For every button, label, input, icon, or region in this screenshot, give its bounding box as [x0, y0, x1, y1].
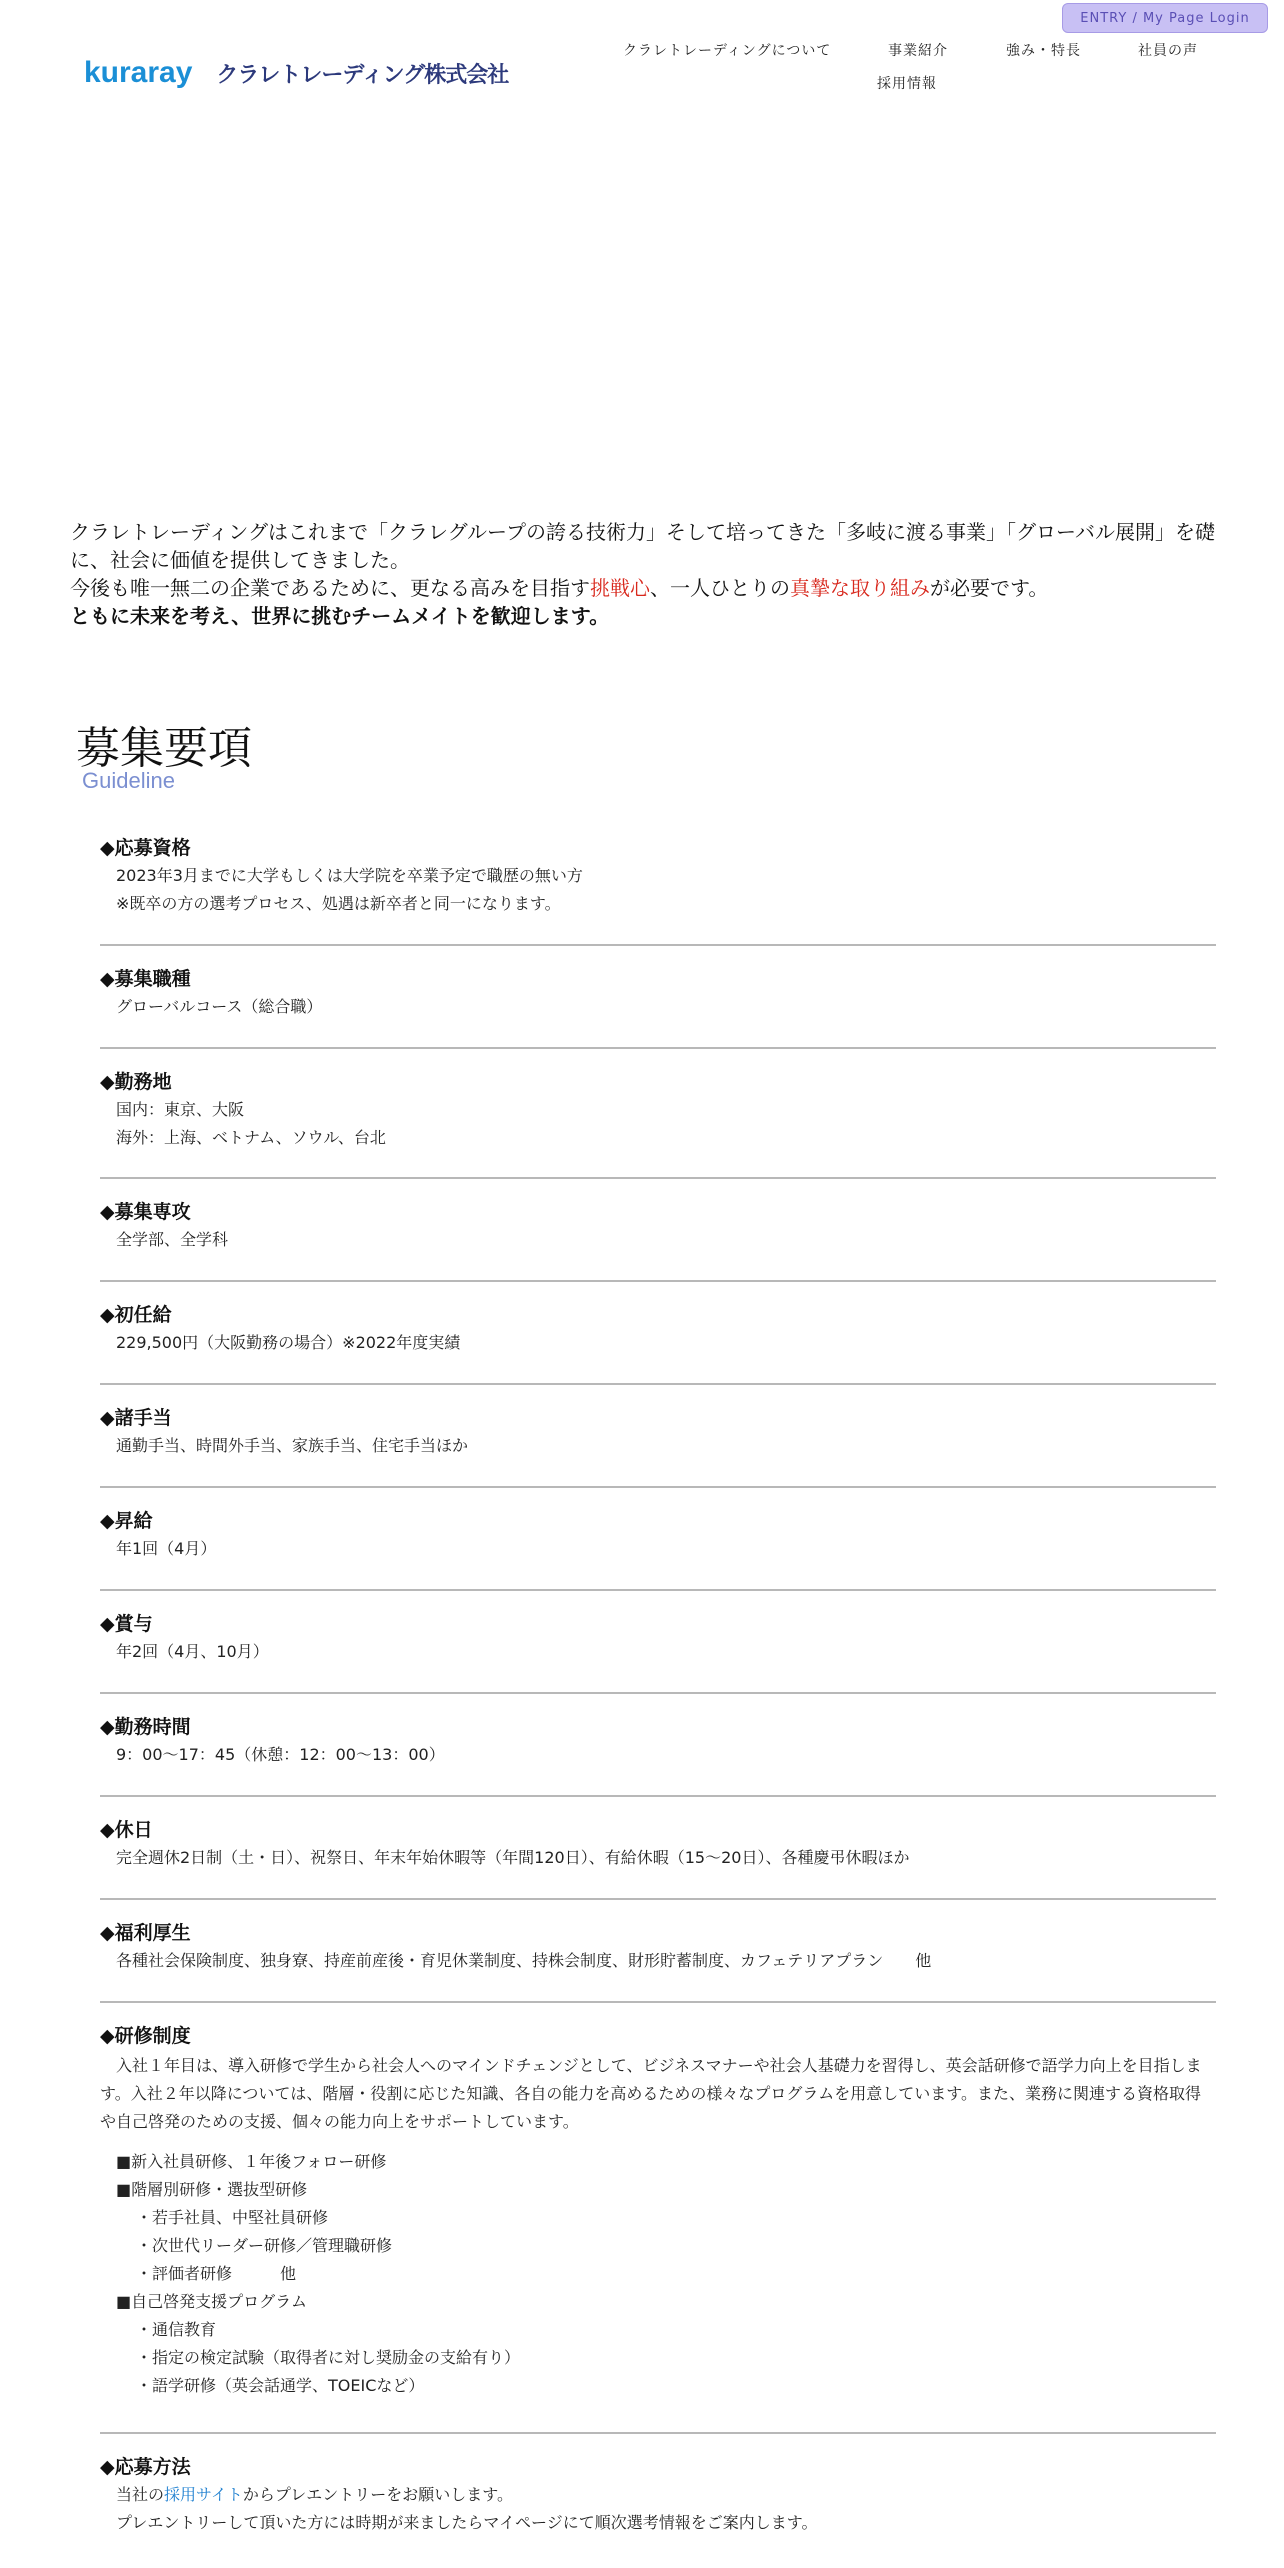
training-list-item: ■階層別研修・選抜型研修 — [116, 2180, 308, 2199]
training-description: 入社１年目は、導入研修で学生から社会人へのマインドチェンジとして、ビジネスマナーや社会人基礎力を習得し、英会話研修で語学力向上を目指します。入社２年以降については、階層・役割に応じた知識、各自の能力を高めるための様々なプログラムを用意しています。また、業務に関連する資格取得や自己啓発のための支援、個々の能力向上をサポートしています。 — [100, 2056, 1202, 2131]
recruit-site-link[interactable]: 採用サイト — [164, 2485, 243, 2504]
guideline-text: 国内：東京、大阪 — [116, 1100, 245, 1119]
guideline-text — [100, 2481, 1216, 2509]
guideline-heading: ◆諸手当 — [100, 1407, 172, 1429]
training-list-item: ・語学研修（英会話通学、TOEICなど） — [136, 2376, 425, 2395]
guideline-text: 229,500円（大阪勤務の場合）※2022年度実績 — [116, 1333, 461, 1352]
training-list-item: ・若手社員、中堅社員研修 — [136, 2208, 329, 2227]
guideline-text: 9：00〜17：45（休憩：12：00〜13：00） — [116, 1745, 445, 1764]
training-list-item: ・指定の検定試験（取得者に対し奨励金の支給有り） — [136, 2348, 521, 2367]
guideline-text: グローバルコース（総合職） — [116, 997, 323, 1016]
guideline-text: ※既卒の方の選考プロセス、処遇は新卒者と同一になります。 — [116, 894, 561, 913]
nav-strengths[interactable]: 強み・特長 — [1006, 43, 1081, 59]
guideline-job-type — [100, 965, 1216, 1021]
divider — [100, 1047, 1216, 1049]
guideline-heading: ◆応募資格 — [100, 837, 191, 859]
guideline-welfare — [100, 1919, 1216, 1975]
entry-login-button[interactable]: ENTRY / My Page Login — [1062, 3, 1268, 33]
training-list-item: ■自己啓発支援プログラム — [116, 2292, 307, 2311]
intro-line-2-b: 、一人ひとりの — [650, 576, 790, 600]
guideline-text: 年2回（4月、10月） — [116, 1642, 269, 1661]
company-name-logo: クラレトレーディング株式会社 — [216, 62, 509, 88]
training-list-item: ・通信教育 — [136, 2320, 217, 2339]
divider — [100, 1589, 1216, 1591]
divider — [100, 2001, 1216, 2003]
guideline-heading: ◆応募方法 — [100, 2456, 191, 2478]
training-list-item: ・評価者研修 他 — [136, 2264, 297, 2283]
guideline-text: 2023年3月までに大学もしくは大学院を卒業予定で職歴の無い方 — [116, 866, 583, 885]
nav-business[interactable]: 事業紹介 — [888, 43, 948, 59]
guideline-location — [100, 1068, 1216, 1152]
intro-line-3: ともに未来を考え、世界に挑むチームメイトを歓迎します。 — [70, 604, 610, 628]
section-title: 募集要項 — [76, 723, 252, 774]
nav-voices[interactable]: 社員の声 — [1138, 43, 1198, 59]
guideline-heading: ◆勤務時間 — [100, 1716, 191, 1738]
intro-line-2 — [70, 574, 1230, 602]
nav-recruit[interactable]: 採用情報 — [877, 76, 937, 92]
divider — [100, 2432, 1216, 2434]
guideline-salary — [100, 1301, 1216, 1357]
divider — [100, 1795, 1216, 1797]
guideline-heading: ◆研修制度 — [100, 2025, 191, 2047]
apply-text-a: 当社の — [116, 2485, 165, 2504]
apply-text-b: からプレエントリーをお願いします。 — [242, 2485, 513, 2504]
kuraray-logo-mark: kuraray — [84, 56, 193, 89]
guideline-heading: ◆賞与 — [100, 1613, 153, 1635]
training-list-item: ・次世代リーダー研修／管理職研修 — [136, 2236, 393, 2255]
training-list-item: ■新入社員研修、１年後フォロー研修 — [116, 2152, 387, 2171]
guideline-text: 各種社会保険制度、独身寮、持産前産後・育児休業制度、持株会制度、財形貯蓄制度、カフェテリアプラン 他 — [116, 1951, 932, 1970]
highlight-challenge: 挑戦心 — [590, 576, 650, 600]
section-subtitle: Guideline — [82, 768, 175, 793]
intro-message — [70, 518, 1230, 630]
guideline-hours — [100, 1713, 1216, 1769]
intro-line-1: クラレトレーディングはこれまで「クラレグループの誇る技術力」そして培ってきた「多岐に渡る事業」「グローバル展開」を礎に、社会に価値を提供してきました。 — [70, 520, 1215, 572]
highlight-commitment: 真摯な取り組み — [790, 576, 930, 600]
divider — [100, 1692, 1216, 1694]
guideline-heading: ◆福利厚生 — [100, 1922, 191, 1944]
guideline-heading: ◆募集専攻 — [100, 1201, 191, 1223]
guideline-heading: ◆初任給 — [100, 1304, 172, 1326]
training-list — [100, 2148, 1216, 2400]
guideline-text: 通勤手当、時間外手当、家族手当、住宅手当ほか — [116, 1436, 469, 1455]
guideline-raise — [100, 1507, 1216, 1563]
guideline-heading: ◆休日 — [100, 1819, 153, 1841]
company-logo[interactable] — [84, 56, 508, 90]
guideline-qualification — [100, 834, 1216, 918]
guideline-heading: ◆募集職種 — [100, 968, 191, 990]
intro-line-2-a: 今後も唯一無二の企業であるために、更なる高みを目指す — [70, 576, 590, 600]
guideline-major — [100, 1198, 1216, 1254]
guideline-holidays — [100, 1816, 1216, 1872]
guideline-allowance — [100, 1404, 1216, 1460]
nav-about[interactable]: クラレトレーディングについて — [623, 43, 832, 59]
guideline-text: プレエントリーして頂いた方には時期が来ましたらマイページにて順次選考情報をご案内します。 — [116, 2513, 818, 2532]
guideline-text: 年1回（4月） — [116, 1539, 217, 1558]
intro-line-2-c: が必要です。 — [930, 576, 1049, 600]
guideline-heading: ◆勤務地 — [100, 1071, 172, 1093]
divider — [100, 1898, 1216, 1900]
guideline-text: 全学部、全学科 — [116, 1230, 229, 1249]
guideline-text: 完全週休2日制（土・日）、祝祭日、年末年始休暇等（年間120日）、有給休暇（15〜20日）、各種慶弔休暇ほか — [116, 1848, 910, 1867]
guideline-apply — [100, 2453, 1216, 2537]
guideline-heading: ◆昇給 — [100, 1510, 153, 1532]
divider — [100, 1486, 1216, 1488]
guideline-training — [100, 2022, 1216, 2400]
divider — [100, 1383, 1216, 1385]
guideline-text: 海外：上海、ベトナム、ソウル、台北 — [116, 1128, 386, 1147]
divider — [100, 1177, 1216, 1179]
guideline-bonus — [100, 1610, 1216, 1666]
divider — [100, 1280, 1216, 1282]
divider — [100, 944, 1216, 946]
